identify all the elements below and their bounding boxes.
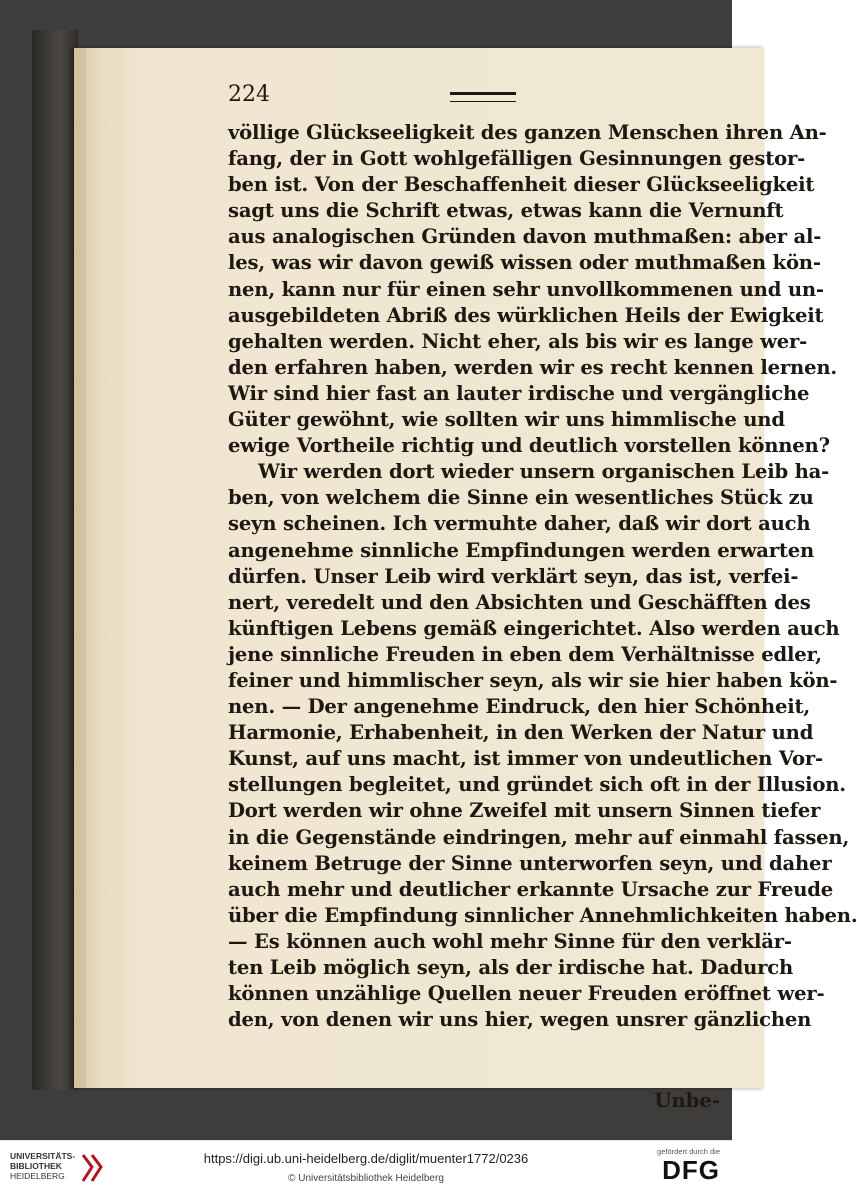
page-header	[228, 82, 748, 112]
viewer-footer	[0, 1140, 732, 1195]
text-line: können unzählige Quellen neuer Freuden eröffnet wer-	[228, 982, 825, 1006]
text-line: dürfen. Unser Leib wird verklärt seyn, das ist, verfei-	[228, 564, 799, 588]
text-line: künftigen Lebens gemäß eingerichtet. Also werden auch	[228, 616, 840, 640]
catchword: Unbe-	[654, 1089, 720, 1112]
text-line: fang, der in Gott wohlgefälligen Gesinnungen gestor-	[228, 147, 806, 171]
text-line: Wir sind hier fast an lauter irdische und vergängliche	[228, 381, 810, 405]
text-line: jene sinnliche Freuden in eben dem Verhältnisse edler,	[228, 642, 822, 666]
book-cover-edge	[32, 30, 78, 1090]
dfg-funding-logo[interactable]	[630, 1147, 720, 1191]
header-rule	[450, 92, 516, 102]
permalink-url[interactable]: https://digi.ub.uni-heidelberg.de/diglit/muenter1772/0236	[203, 1151, 529, 1166]
text-line: nert, veredelt und den Absichten und Geschäfften des	[228, 590, 811, 614]
text-line: ten Leib möglich seyn, als der irdische hat. Dadurch	[228, 956, 794, 979]
text-line: stellungen begleitet, und gründet sich oft in der Illusion.	[228, 773, 846, 797]
page-number: 224	[228, 82, 270, 107]
text-line: ben ist. Von der Beschaffenheit dieser Glückseeligkeit	[228, 173, 815, 197]
dfg-logo-text: DFG	[662, 1155, 720, 1185]
text-line: Harmonie, Erhabenheit, in den Werken der Natur und	[228, 721, 814, 745]
text-line: ausgebildeten Abriß des würklichen Heils der Ewigkeit	[228, 303, 824, 327]
text-line: Kunst, auf uns macht, ist immer von undeutlichen Vor-	[228, 747, 823, 771]
text-line: den, von denen wir uns hier, wegen unsrer gänzlichen	[228, 1008, 812, 1032]
text-line: Dort werden wir ohne Zweifel mit unsern Sinnen tiefer	[228, 799, 821, 823]
funding-caption: gefördert durch die	[657, 1147, 720, 1156]
text-line: auch mehr und deutlicher erkannte Ursache zur Freude	[228, 877, 834, 901]
text-line: gehalten werden. Nicht eher, als bis wir es lange wer-	[228, 329, 808, 353]
library-name-line3: HEIDELBERG	[10, 1171, 65, 1181]
library-name-line2: BIBLIOTHEK	[10, 1161, 62, 1171]
text-line: über die Empfindung sinnlicher Annehmlichkeiten haben.	[228, 903, 857, 927]
text-line: les, was wir davon gewiß wissen oder muthmaßen kön-	[228, 251, 821, 275]
page-stack-edge	[74, 48, 86, 1088]
text-line: angenehme sinnliche Empfindungen werden erwarten	[228, 538, 815, 562]
text-line: seyn scheinen. Ich vermuhte daher, daß wir dort auch	[228, 512, 811, 536]
text-line: ewige Vortheile richtig und deutlich vorstellen können?	[228, 434, 830, 458]
text-line: nen. — Der angenehme Eindruck, den hier Schönheit,	[228, 695, 810, 719]
text-line: nen, kann nur für einen sehr unvollkommenen und un-	[228, 277, 824, 301]
library-name-line1: UNIVERSITÄTS-	[10, 1151, 76, 1161]
text-line: — Es können auch wohl mehr Sinne für den verklär-	[228, 929, 792, 953]
text-line: Wir werden dort wieder unsern organischen Leib ha-	[258, 460, 830, 484]
text-line: den erfahren haben, werden wir es recht kennen lernen.	[228, 355, 838, 379]
text-line: Güter gewöhnt, wie sollten wir uns himmlische und	[228, 408, 785, 432]
text-line: völlige Glückseeligkeit des ganzen Menschen ihren An-	[228, 121, 827, 144]
copyright-notice: © Universitätsbibliothek Heidelberg	[288, 1173, 444, 1184]
text-line: sagt uns die Schrift etwas, etwas kann die Vernunft	[228, 199, 784, 223]
text-line: aus analogischen Gründen davon muthmaßen: aber al-	[228, 225, 822, 249]
text-line: keinem Betruge der Sinne unterworfen seyn, und daher	[228, 851, 832, 875]
text-line: in die Gegenstände eindringen, mehr auf einmahl fassen,	[228, 825, 850, 849]
text-line: feiner und himmlischer seyn, als wir sie hier haben kön-	[228, 668, 838, 692]
body-text	[228, 120, 857, 1033]
text-line: ben, von welchem die Sinne ein wesentliches Stück zu	[228, 486, 814, 510]
